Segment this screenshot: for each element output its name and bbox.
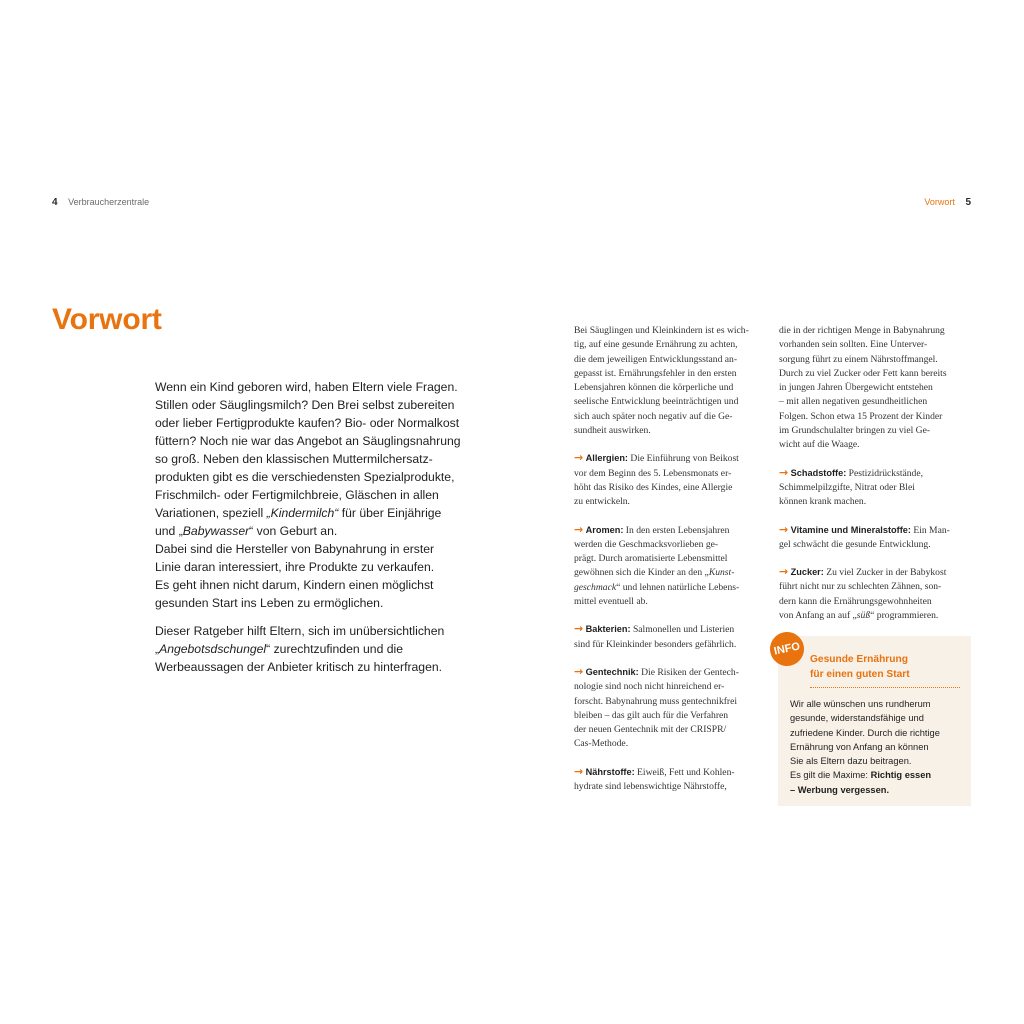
info-badge-icon: INFO — [767, 629, 807, 669]
arrow-right-icon: → — [779, 522, 789, 536]
list-item-aromen — [574, 523, 774, 610]
text-bakterien: Salmonellen und Listerien sind für Kleinkinder besonders gefährlich. — [574, 624, 737, 650]
keyword-schadstoffe: Schadstoffe: — [790, 467, 847, 478]
info-box-body-text: Wir alle wünschen uns rundherum gesunde, widerstandsfähige und zufriedene Kinder. Durch die richtige Ernährung von Anfang an können Sie als Eltern dazu beitragen. Es gilt die Maxime: — [790, 699, 940, 781]
running-head-right — [924, 197, 971, 208]
page-title: Vorwort — [52, 303, 162, 336]
keyword-bakterien: Bakterien: — [585, 624, 631, 635]
text-vitamine: Ein Man- gel schwächt die gesunde Entwicklung. — [779, 524, 950, 550]
text-aromen-b: “ und lehnen natürliche Lebens- mittel eventuell ab. — [574, 581, 740, 608]
info-box-title: Gesunde Ernährung für einen guten Start — [810, 654, 910, 680]
list-item-bakterien — [574, 622, 774, 652]
keyword-aromen: Aromen: — [585, 524, 624, 535]
keyword-gentechnik: Gentechnik: — [585, 666, 639, 677]
page-number-left: 4 — [52, 197, 58, 208]
keyword-allergien: Allergien: — [585, 453, 628, 464]
text-column-2 — [779, 324, 979, 636]
running-head-left-label: Verbraucherzentrale — [68, 197, 150, 207]
intro-p1-text-c: “ von Geburt an. Dabei sind die Hersteller von Babynahrung in erster Linie daran interessiert, ihre Produkte zu verkaufen. Es geht ihnen nicht darum, Kindern einen möglichst gesunden Start ins Leben zu ermöglichen. — [155, 524, 435, 610]
arrow-right-icon: → — [779, 565, 789, 579]
info-box-body — [790, 697, 965, 797]
text-aromen-a: In den ersten Lebensjahren werden die Geschmacksvorlieben ge- prägt. Durch aromatisierte Lebensmittel gewöhnen sich die Kinder an den „ — [574, 524, 730, 579]
list-item-schadstoffe — [779, 466, 979, 510]
list-item-gentechnik — [574, 665, 774, 752]
page-number-right: 5 — [965, 197, 971, 208]
text-gentechnik: Die Risiken der Gentech- nologie sind noch nicht hinreichend er- forscht. Babynahrung muss gentechnikfrei bleiben – das gilt auch für die Verfahren der neuen Gentechnik mit der CRISPR/ Cas-Methode. — [574, 666, 739, 750]
running-head-left — [52, 197, 149, 208]
intro-p1-emphasis-babywasser: Babywasser — [182, 524, 250, 538]
intro-p2-emphasis: Angebotsdschungel — [159, 642, 267, 656]
intro-p2-text-a: Dieser Ratgeber hilft Eltern, sich im unübersichtlichen „ — [155, 624, 445, 656]
intro-p1-emphasis-kindermilch: „Kindermilch“ — [266, 506, 339, 520]
text-naehrstoffe: Eiweiß, Fett und Kohlen- hydrate sind lebenswichtige Nährstoffe, — [574, 766, 735, 793]
arrow-right-icon: → — [779, 465, 789, 479]
intro-paragraph-1 — [155, 378, 465, 612]
text-zucker-b: “ programmieren. — [870, 610, 939, 622]
intro-p2-text-b: “ zurechtzufinden und die Werbeaussagen der Anbieter kritisch zu hinterfragen. — [155, 642, 443, 674]
arrow-right-icon: → — [574, 764, 584, 778]
info-box-divider — [810, 687, 960, 688]
arrow-right-icon: → — [574, 451, 584, 465]
text-zucker-a: Zu viel Zucker in der Babykost führt nicht nur zu schlechten Zähnen, son- dern kann die Ernährungsgewohnheiten von Anfang an auf „ — [779, 567, 947, 622]
text-zucker-emphasis: süß — [856, 610, 871, 622]
text-column-1 — [574, 324, 774, 807]
list-item-allergien — [574, 451, 774, 509]
col1-intro: Bei Säuglingen und Kleinkindern ist es wich- tig, auf eine gesunde Ernährung zu achten, die dem jeweiligen Entwicklungsstand an- gepasst ist. Ernährungsfehler in den ersten Lebensjahren können die körperliche und seelische Entwicklung beeinträchtigen und sich auch später noch negativ auf die Ge- sundheit auswirken. — [574, 325, 749, 437]
arrow-right-icon: → — [574, 664, 584, 678]
list-item-naehrstoffe — [574, 765, 774, 795]
intro-p1-text-b: für über Einjährige und „ — [155, 506, 442, 538]
list-item-vitamine — [779, 523, 979, 553]
keyword-zucker: Zucker: — [790, 567, 824, 578]
intro-paragraph-2 — [155, 622, 465, 676]
text-schadstoffe: Pestizidrückstände, Schimmelpilzgifte, Nitrat oder Blei können krank machen. — [779, 467, 924, 508]
keyword-naehrstoffe: Nährstoffe: — [585, 766, 635, 777]
intro-text — [155, 378, 465, 676]
running-head-right-label: Vorwort — [924, 197, 955, 207]
arrow-right-icon: → — [574, 622, 584, 636]
text-allergien: Die Einführung von Beikost vor dem Beginn des 5. Lebensmonats er- höht das Risiko des Kindes, eine Allergie zu entwickeln. — [574, 453, 739, 508]
col2-intro: die in der richtigen Menge in Babynahrung vorhanden sein sollten. Eine Unterver- sorgung führt zu einem Nährstoffmangel. Durch zu viel Zucker oder Fett kann bereits in jungen Jahren Übergewicht entstehen – mit allen negativen gesundheitlichen Folgen. Schon etwa 15 Prozent der Kinder im Grundschulalter bringen zu viel Ge- wicht auf die Waage. — [779, 325, 947, 451]
list-item-zucker — [779, 565, 979, 623]
intro-p1-text-a: Wenn ein Kind geboren wird, haben Eltern viele Fragen. Stillen oder Säuglingsmilch? Den Brei selbst zubereiten oder lieber Fertigprodukte kaufen? Bio- oder Normalkost füttern? Noch nie war das Angebot an Säuglingsnahrung so groß. Neben den klassischen Muttermilchersatz- produkten gibt es die verschiedensten Spezialprodukte, Frischmilch- oder Fertigmilchbreie, Gläschen in allen Variationen, speziell — [155, 380, 461, 520]
keyword-vitamine: Vitamine und Mineralstoffe: — [790, 524, 911, 535]
info-box-maxim: Richtig essen – Werbung vergessen. — [790, 770, 932, 795]
text-aromen-emphasis: Kunst- geschmack — [574, 567, 735, 593]
arrow-right-icon: → — [574, 522, 584, 536]
